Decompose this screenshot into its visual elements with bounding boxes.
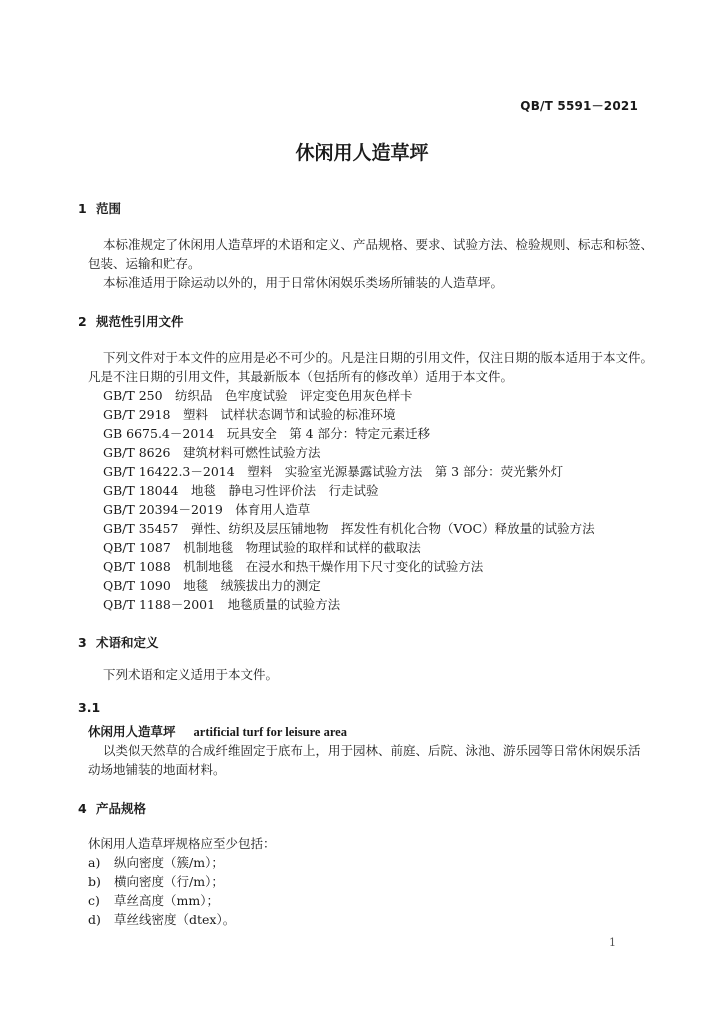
section-title: 规范性引用文件 xyxy=(96,314,184,329)
page-number: 1 xyxy=(609,936,616,949)
section-title: 术语和定义 xyxy=(96,635,159,650)
list-item xyxy=(88,855,224,870)
term-english: artificial turf for leisure area xyxy=(193,725,347,739)
terms-intro: 下列术语和定义适用于本文件。 xyxy=(103,667,279,682)
scope-paragraph-line1: 本标准规定了休闲用人造草坪的术语和定义、产品规格、要求、试验方法、检验规则、标志和标签、 xyxy=(103,237,654,252)
section-number: 2 xyxy=(78,314,87,329)
list-item-text: 草丝线密度（dtex）。 xyxy=(114,912,236,927)
list-item-text: 草丝高度（mm）； xyxy=(114,893,219,908)
reference-item: GB/T 250 纺织品 色牢度试验 评定变色用灰色样卡 xyxy=(103,388,413,403)
section-title: 范围 xyxy=(96,201,122,216)
reference-item: GB/T 20394－2019 体育用人造草 xyxy=(103,502,311,517)
reference-item: GB/T 2918 塑料 试样状态调节和试验的标准环境 xyxy=(103,407,396,422)
list-item-label: c) xyxy=(88,893,100,908)
section-2-heading xyxy=(78,312,184,330)
section-title: 产品规格 xyxy=(96,801,147,816)
reference-item: GB/T 16422.3－2014 塑料 实验室光源暴露试验方法 第 3 部分：荧光紫外灯 xyxy=(103,464,564,479)
scope-paragraph-2: 本标准适用于除运动以外的，用于日常休闲娱乐类场所铺装的人造草坪。 xyxy=(103,275,504,290)
standard-number: QB/T 5591－2021 xyxy=(520,99,638,113)
section-3-heading xyxy=(78,633,159,651)
scope-paragraph-line2: 包装、运输和贮存。 xyxy=(88,256,201,271)
document-title: 休闲用人造草坪 xyxy=(295,142,429,164)
spec-intro: 休闲用人造草坪规格应至少包括： xyxy=(88,836,276,851)
references-intro-line1: 下列文件对于本文件的应用是必不可少的。凡是注日期的引用文件，仅注日期的版本适用于本文件。 xyxy=(103,350,654,365)
reference-item: QB/T 1087 机制地毯 物理试验的取样和试样的截取法 xyxy=(103,540,421,555)
reference-item: GB/T 8626 建筑材料可燃性试验方法 xyxy=(103,445,321,460)
list-item-text: 横向密度（行/m）； xyxy=(114,874,224,889)
section-number: 3 xyxy=(78,635,87,650)
list-item xyxy=(88,874,224,889)
reference-item: GB/T 35457 弹性、纺织及层压铺地物 挥发性有机化合物（VOC）释放量的试验方法 xyxy=(103,521,595,536)
references-intro-line2: 凡是不注日期的引用文件，其最新版本（包括所有的修改单）适用于本文件。 xyxy=(88,369,514,384)
list-item-label: b) xyxy=(88,874,101,889)
section-number: 1 xyxy=(78,201,87,216)
reference-item: GB/T 18044 地毯 静电习性评价法 行走试验 xyxy=(103,483,379,498)
list-item-label: d) xyxy=(88,912,101,927)
section-4-heading xyxy=(78,799,146,817)
reference-item: QB/T 1088 机制地毯 在浸水和热干燥作用下尺寸变化的试验方法 xyxy=(103,559,484,574)
list-item-text: 纵向密度（簇/m）； xyxy=(114,855,224,870)
section-number: 4 xyxy=(78,801,87,816)
reference-item: QB/T 1188－2001 地毯质量的试验方法 xyxy=(103,597,341,612)
term-definition-line2: 动场地铺装的地面材料。 xyxy=(88,762,226,777)
subsection-3-1-number: 3.1 xyxy=(78,700,101,715)
term-chinese: 休闲用人造草坪 xyxy=(88,724,176,739)
term-entry xyxy=(88,724,347,740)
section-1-heading xyxy=(78,199,121,217)
list-item xyxy=(88,893,219,908)
list-item xyxy=(88,912,235,927)
term-definition-line1: 以类似天然草的合成纤维固定于底布上，用于园林、前庭、后院、泳池、游乐园等日常休闲娱乐活 xyxy=(103,743,641,758)
reference-item: GB 6675.4－2014 玩具安全 第 4 部分：特定元素迁移 xyxy=(103,426,431,441)
reference-item: QB/T 1090 地毯 绒簇拔出力的测定 xyxy=(103,578,321,593)
list-item-label: a) xyxy=(88,855,101,870)
